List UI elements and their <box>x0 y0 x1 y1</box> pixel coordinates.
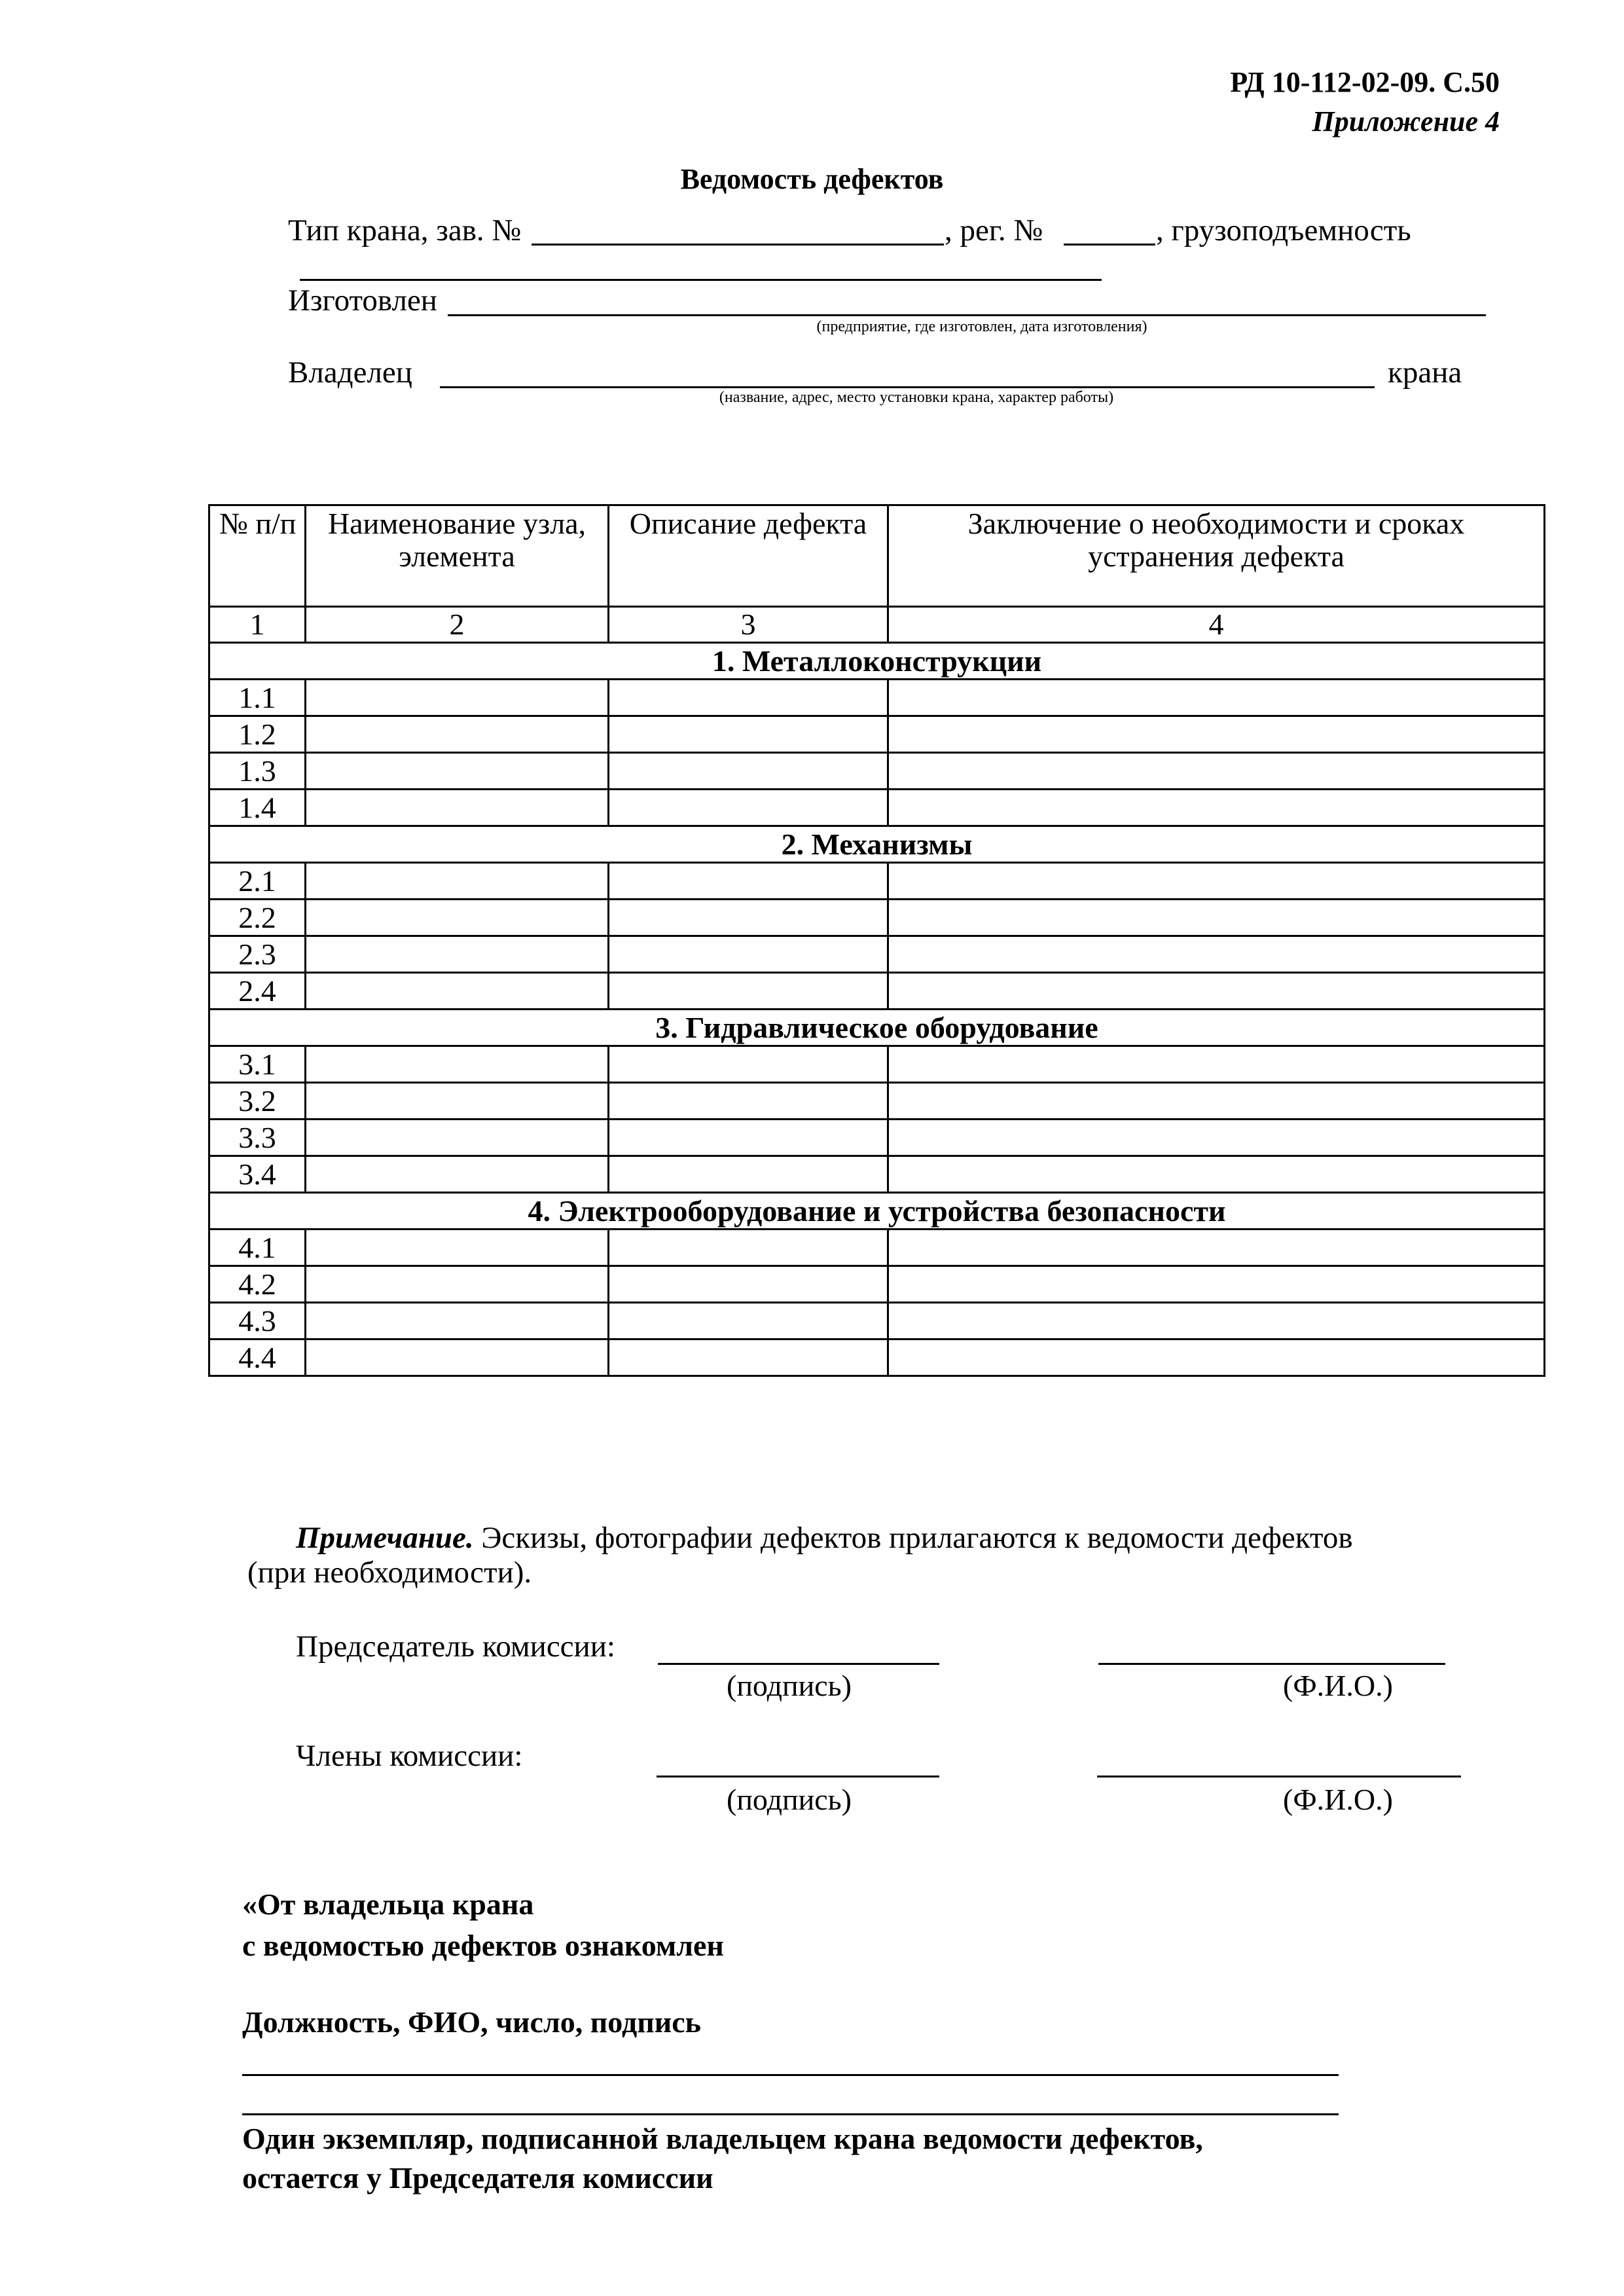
row-number: 1.2 <box>209 716 306 753</box>
defect-description-cell[interactable] <box>609 790 888 826</box>
defect-description-cell[interactable] <box>609 1120 888 1156</box>
column-number: 2 <box>306 607 609 643</box>
section-row-metal-structures <box>209 643 1545 680</box>
capacity-label: , грузоподъемность <box>1156 213 1411 247</box>
defect-description-cell[interactable] <box>609 680 888 716</box>
table-row <box>209 1120 1545 1156</box>
header-element-name: Наименование узла, элемента <box>306 505 609 607</box>
table-row <box>209 1046 1545 1083</box>
signature-hint: (подпись) <box>727 1669 852 1702</box>
manufactured-label: Изготовлен <box>288 283 437 318</box>
section-row-hydraulics <box>209 1010 1545 1046</box>
header-number: № п/п <box>209 505 306 607</box>
conclusion-cell[interactable] <box>888 1120 1545 1156</box>
row-number: 4.3 <box>209 1303 306 1339</box>
element-name-cell[interactable] <box>306 680 609 716</box>
row-number: 1.3 <box>209 753 306 790</box>
name-hint: (Ф.И.О.) <box>1283 1669 1393 1702</box>
row-number: 3.3 <box>209 1120 306 1156</box>
row-number: 4.4 <box>209 1339 306 1376</box>
chairman-signature-field[interactable] <box>658 1663 939 1665</box>
section-row-mechanisms <box>209 826 1545 863</box>
conclusion-cell[interactable] <box>888 1303 1545 1339</box>
element-name-cell[interactable] <box>306 936 609 973</box>
note-continuation: (при необходимости). <box>247 1556 532 1590</box>
conclusion-cell[interactable] <box>888 863 1545 900</box>
defect-description-cell[interactable] <box>609 973 888 1010</box>
conclusion-cell[interactable] <box>888 1339 1545 1376</box>
owner-ack-line2: с ведомостью дефектов ознакомлен <box>242 1929 724 1962</box>
element-name-cell[interactable] <box>306 1339 609 1376</box>
table-row <box>209 1083 1545 1120</box>
conclusion-cell[interactable] <box>888 753 1545 790</box>
row-number: 2.3 <box>209 936 306 973</box>
row-number: 1.1 <box>209 680 306 716</box>
table-row <box>209 863 1545 900</box>
conclusion-cell[interactable] <box>888 1230 1545 1266</box>
owner-suffix: крана <box>1388 355 1462 390</box>
members-label: Члены комиссии: <box>296 1739 523 1773</box>
defect-description-cell[interactable] <box>609 753 888 790</box>
defect-description-cell[interactable] <box>609 716 888 753</box>
form-title: Ведомость дефектов <box>680 163 944 195</box>
column-number: 3 <box>609 607 888 643</box>
chairman-name-field[interactable] <box>1098 1663 1445 1665</box>
section-title: 2. Механизмы <box>209 826 1545 863</box>
row-number: 2.4 <box>209 973 306 1010</box>
conclusion-cell[interactable] <box>888 973 1545 1010</box>
row-number: 2.1 <box>209 863 306 900</box>
table-row <box>209 1230 1545 1266</box>
element-name-cell[interactable] <box>306 1120 609 1156</box>
copy-note-line2: остается у Председателя комиссии <box>242 2161 713 2195</box>
section-title: 3. Гидравлическое оборудование <box>209 1010 1545 1046</box>
element-name-cell[interactable] <box>306 716 609 753</box>
element-name-cell[interactable] <box>306 1266 609 1303</box>
element-name-cell[interactable] <box>306 790 609 826</box>
defects-table <box>208 504 1545 1377</box>
table-row <box>209 1266 1545 1303</box>
crane-type-label: Тип крана, зав. № <box>288 213 522 247</box>
note-text: Эскизы, фотографии дефектов прилагаются к ведомости дефектов <box>473 1521 1353 1555</box>
owner-ack-line1: «От владельца крана <box>242 1887 534 1921</box>
defect-description-cell[interactable] <box>609 1156 888 1193</box>
table-row <box>209 716 1545 753</box>
separator-line <box>242 2113 1339 2115</box>
document-code: РД 10-112-02-09. С.50 <box>1230 66 1500 98</box>
member-name-field[interactable] <box>1097 1776 1461 1777</box>
conclusion-cell[interactable] <box>888 936 1545 973</box>
signature-hint: (подпись) <box>727 1783 852 1816</box>
table-row <box>209 973 1545 1010</box>
defect-description-cell[interactable] <box>609 1266 888 1303</box>
section-title: 1. Металлоконструкции <box>209 643 1545 680</box>
table-row <box>209 1339 1545 1376</box>
element-name-cell[interactable] <box>306 900 609 936</box>
position-signature-field[interactable] <box>242 2074 1339 2076</box>
conclusion-cell[interactable] <box>888 1046 1545 1083</box>
position-label: Должность, ФИО, число, подпись <box>242 2005 701 2039</box>
defect-description-cell[interactable] <box>609 1339 888 1376</box>
conclusion-cell[interactable] <box>888 1266 1545 1303</box>
element-name-cell[interactable] <box>306 1230 609 1266</box>
capacity-field[interactable] <box>300 279 1102 281</box>
defect-description-cell[interactable] <box>609 1230 888 1266</box>
row-number: 3.2 <box>209 1083 306 1120</box>
element-name-cell[interactable] <box>306 1156 609 1193</box>
row-number: 3.1 <box>209 1046 306 1083</box>
row-number: 2.2 <box>209 900 306 936</box>
crane-serial-field[interactable] <box>532 244 944 246</box>
row-number: 4.2 <box>209 1266 306 1303</box>
defect-description-cell[interactable] <box>609 1046 888 1083</box>
name-hint: (Ф.И.О.) <box>1283 1783 1393 1816</box>
manufactured-hint: (предприятие, где изготовлен, дата изготовления) <box>816 318 1147 335</box>
chairman-label: Председатель комиссии: <box>296 1630 615 1664</box>
table-row <box>209 1156 1545 1193</box>
owner-field[interactable] <box>440 386 1375 388</box>
reg-number-field[interactable] <box>1064 244 1155 246</box>
conclusion-cell[interactable] <box>888 1083 1545 1120</box>
owner-hint: (название, адрес, место установки крана, характер работы) <box>719 389 1114 406</box>
row-number: 4.1 <box>209 1230 306 1266</box>
defect-description-cell[interactable] <box>609 936 888 973</box>
appendix-label: Приложение 4 <box>1312 105 1500 137</box>
column-number: 4 <box>888 607 1545 643</box>
note <box>296 1520 1353 1556</box>
owner-label: Владелец <box>288 355 412 390</box>
table-row <box>209 753 1545 790</box>
header-defect-description: Описание дефекта <box>609 505 888 607</box>
table-row <box>209 680 1545 716</box>
column-numbers-row <box>209 607 1545 643</box>
element-name-cell[interactable] <box>306 1303 609 1339</box>
conclusion-cell[interactable] <box>888 790 1545 826</box>
element-name-cell[interactable] <box>306 1046 609 1083</box>
member-signature-field[interactable] <box>657 1776 939 1777</box>
element-name-cell[interactable] <box>306 863 609 900</box>
row-number: 3.4 <box>209 1156 306 1193</box>
header-conclusion: Заключение о необходимости и сроках устранения дефекта <box>888 505 1545 607</box>
table-row <box>209 936 1545 973</box>
conclusion-cell[interactable] <box>888 680 1545 716</box>
defect-description-cell[interactable] <box>609 1083 888 1120</box>
conclusion-cell[interactable] <box>888 1156 1545 1193</box>
defect-description-cell[interactable] <box>609 1303 888 1339</box>
element-name-cell[interactable] <box>306 973 609 1010</box>
element-name-cell[interactable] <box>306 753 609 790</box>
reg-label: , рег. № <box>945 213 1043 247</box>
element-name-cell[interactable] <box>306 1083 609 1120</box>
table-row <box>209 900 1545 936</box>
defect-description-cell[interactable] <box>609 900 888 936</box>
copy-note-line1: Один экземпляр, подписанной владельцем крана ведомости дефектов, <box>242 2122 1203 2155</box>
conclusion-cell[interactable] <box>888 900 1545 936</box>
defect-description-cell[interactable] <box>609 863 888 900</box>
row-number: 1.4 <box>209 790 306 826</box>
conclusion-cell[interactable] <box>888 716 1545 753</box>
table-row <box>209 790 1545 826</box>
column-number: 1 <box>209 607 306 643</box>
manufactured-field[interactable] <box>448 314 1486 316</box>
section-row-electrical <box>209 1193 1545 1230</box>
table-row <box>209 1303 1545 1339</box>
note-label: Примечание. <box>296 1521 474 1555</box>
section-title: 4. Электрооборудование и устройства безопасности <box>209 1193 1545 1230</box>
